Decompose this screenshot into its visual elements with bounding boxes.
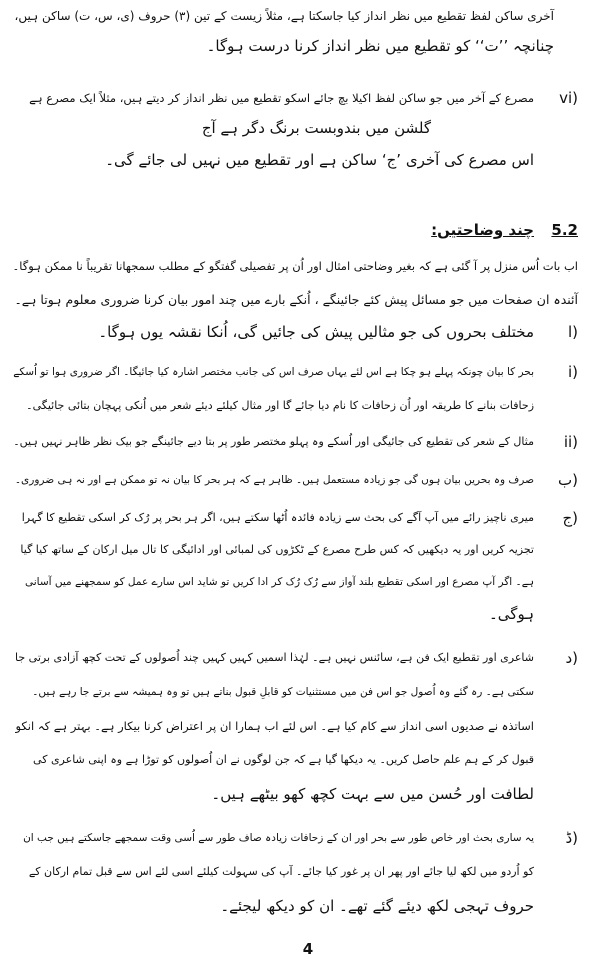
section-heading: چند وضاحتیں: xyxy=(431,221,534,239)
item-marker: i) xyxy=(567,363,578,381)
item-line: کو اُردو میں لکھ لیا جائے اور پھر ان پر غور کیا جائے۔ آپ کی سہولت کیلئے اسی لئے اس سے قبل تمام ارکان کے xyxy=(28,865,534,878)
intro-line: چنانچہ ’’ت‘‘ کو تقطیع میں نظر انداز کرنا درست ہوگا۔ xyxy=(206,37,554,55)
item-line: لطافت اور حُسن میں سے بہت کچھ کھو بیٹھے ہیں۔ xyxy=(211,785,534,803)
item-line: مختلف بحروں کی جو مثالیں پیش کی جائیں گی، اُنکا نقشہ یوں ہوگا۔ xyxy=(98,323,534,341)
item-vi-line: اس مصرع کی آخری ’ج‘ ساکن ہے اور تقطیع میں نہیں لی جائے گی۔ xyxy=(105,151,534,169)
item-line: تجزیہ کریں اور یہ دیکھیں کہ کس طرح مصرع کے ٹکڑوں کی لمبائی اور ادائیگی کا تال میل ارکان کے ساتھ کیا گیا xyxy=(20,543,534,556)
item-line: زحافات بنانے کا طریقہ اور اُن زحافات کا نام دیا جائے گا اور مثال کیلئے دیئے شعر میں اُنکی پہچان بتائی جائیگی۔ xyxy=(26,399,534,412)
item-line: ہے۔ اگر آپ مصرع اور اسکی تقطیع بلند آواز سے رُک رُک کر ادا کریں تو شاید اس سارے عمل کو سمجھنے میں آسانی xyxy=(24,576,534,588)
section-intro-line: آئندہ ان صفحات میں جو مسائل پیش کئے جائینگے ، اُنکے بارے میں چند امور بیان کرنا ضروری معلوم ہوتا ہے۔ xyxy=(14,292,578,307)
item-line: بحر کا بیان چونکہ پہلے ہو چکا ہے اس لئے یہاں صرف اس کی جانب مختصر اشارہ کیا جائیگا۔ اگر ضروری ہوا تو اُسکے xyxy=(13,366,534,378)
item-line: اساتذہ نے صدیوں اسی انداز سے کام کیا ہے۔ اس لئے اب ہمارا ان پر اعتراض کرنا بیکار ہے۔ بہتر ہے کہ انکو xyxy=(15,719,534,733)
item-line: قبول کر کے ہم علم حاصل کریں۔ یہ دیکھا گیا ہے کہ جن لوگوں نے ان اُصولوں کو توڑا ہے وہ اپنی شاعری کی xyxy=(33,753,534,766)
item-line: حروف تہجی لکھ دیئے گئے تھے۔ ان کو دیکھ لیجئے۔ xyxy=(220,897,534,915)
item-vi-line: مصرع کے آخر میں جو ساکن لفظ اکیلا بچ جائے اسکو تقطیع میں نظر انداز کر دیتے ہیں، مثلاً ایک مصرع ہے xyxy=(29,91,534,105)
section-intro-line: اب بات اُس منزل پر آ گئی ہے کہ بغیر وضاحتی امثال اور اُن پر تفصیلی گفتگو کے مطلب سمجھانا تقریباً نا ممکن ہوگا۔ xyxy=(12,259,578,273)
item-line: سکتی ہے۔ رہ گئے وہ اُصول جو اس فن میں مستثنیات کو قابلِ قبول بناتے ہیں تو وہ ہمیشہ سے برتے جا رہے ہیں۔ xyxy=(32,686,534,698)
item-marker: vi) xyxy=(559,89,578,107)
page-number: 4 xyxy=(302,940,314,958)
item-vi-line: گلشن میں بندوبست برنگ دگر ہے آج xyxy=(201,119,431,137)
item-marker: ا) xyxy=(567,323,578,341)
section-number: 5.2 xyxy=(551,221,578,239)
item-marker: ب) xyxy=(558,471,578,489)
item-marker: ج) xyxy=(562,509,578,527)
item-line: ہوگی۔ xyxy=(489,605,534,623)
item-marker: ڈ) xyxy=(565,829,578,847)
item-line: شاعری اور تقطیع ایک فن ہے، سائنس نہیں ہے۔ لہٰذا اسمیں کہیں کہیں چند اُصولوں کے تحت کچھ آزادی برتی جا xyxy=(15,651,534,664)
intro-line: آخری ساکن لفظ تقطیع میں نظر انداز کیا جاسکتا ہے، مثلاً زیست کے تین (۳) حروف (ی، س، ت) ساکن ہیں، xyxy=(14,9,554,23)
item-line: صرف وہ بحریں بیان ہوں گی جو زیادہ مستعمل ہیں۔ ظاہر ہے کہ ہر بحر کا بیان نہ تو ممکن ہے اور نہ ہی ضروری۔ xyxy=(14,474,534,486)
item-line: میری ناچیز رائے میں آپ آگے کی بحث سے زیادہ فائدہ اُٹھا سکتے ہیں، اگر ہر بحر پر رُک کر اسکی تقطیع کا گہرا xyxy=(21,511,534,524)
item-line: یہ ساری بحث اور خاص طور سے بحر اور ان کے زحافات زیادہ صاف طور سے اُسی وقت سمجھے جاسکتے ہیں جب ان xyxy=(23,832,534,844)
item-marker: ii) xyxy=(563,433,578,451)
item-line: مثال کے شعر کی تقطیع کی جائیگی اور اُسکے وہ پہلو مختصر طور پر بتا دیے جائینگے جو بیک نظر ظاہر نہیں ہیں۔ xyxy=(13,435,534,448)
item-marker: د) xyxy=(565,649,578,667)
